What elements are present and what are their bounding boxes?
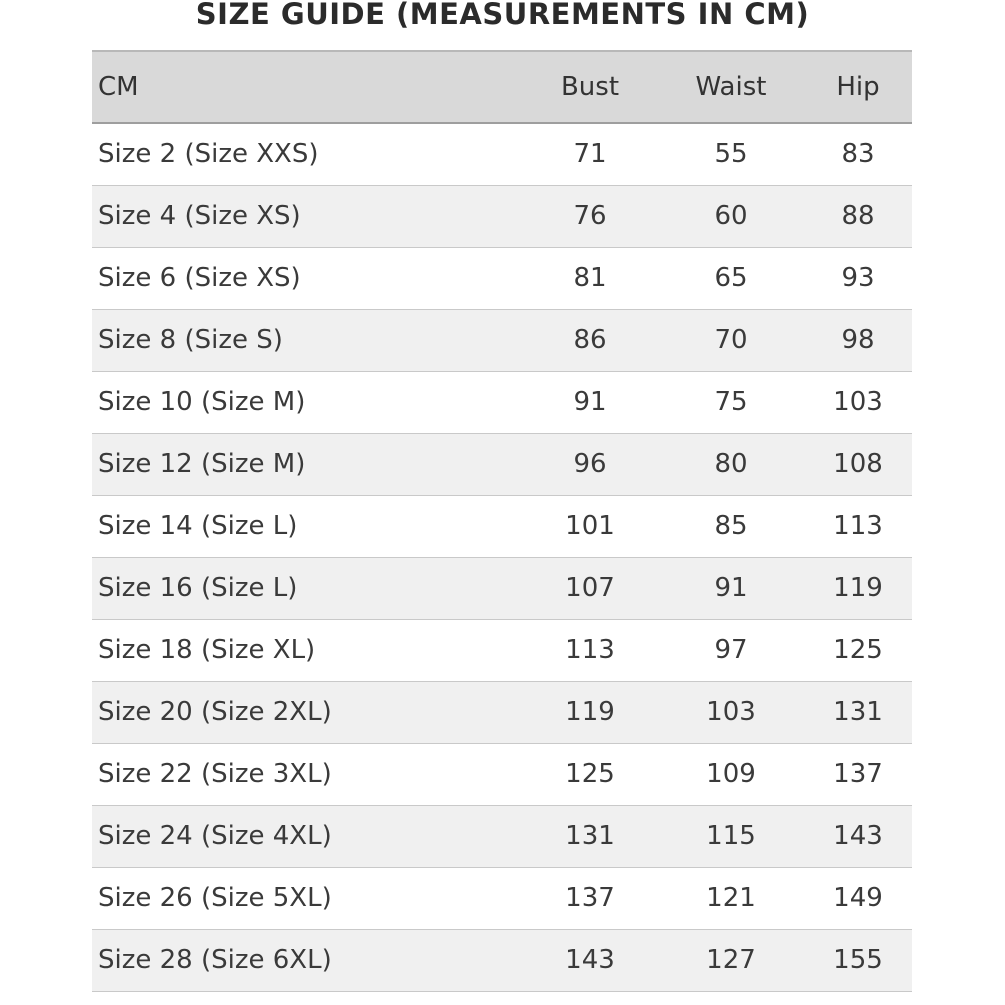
- hip-cell: 88: [841, 201, 875, 231]
- table-row: [92, 619, 912, 681]
- size-cell: Size 14 (Size L): [98, 511, 298, 541]
- size-cell: Size 6 (Size XS): [98, 263, 301, 293]
- table-row: [92, 557, 912, 619]
- size-cell: Size 28 (Size 6XL): [98, 945, 332, 975]
- bust-cell: 76: [573, 201, 607, 231]
- size-cell: Size 22 (Size 3XL): [98, 759, 332, 789]
- header-hip: Hip: [804, 51, 912, 123]
- size-cell: Size 8 (Size S): [98, 325, 283, 355]
- header-waist: Waist: [658, 51, 804, 123]
- bust-cell: 137: [565, 883, 615, 913]
- table-row: [92, 371, 912, 433]
- hip-cell: 143: [833, 821, 883, 851]
- hip-cell: 125: [833, 635, 883, 665]
- hip-cell: 98: [841, 325, 875, 355]
- waist-cell: 85: [714, 511, 748, 541]
- header-cm: CM: [92, 51, 522, 123]
- table-row: [92, 743, 912, 805]
- table-row: [92, 495, 912, 557]
- waist-cell: 127: [706, 945, 756, 975]
- bust-cell: 125: [565, 759, 615, 789]
- size-cell: Size 2 (Size XXS): [98, 139, 319, 170]
- size-cell: Size 4 (Size XS): [98, 201, 301, 231]
- hip-cell: 119: [833, 573, 883, 603]
- bust-cell: 113: [565, 635, 615, 665]
- size-cell: Size 16 (Size L): [98, 573, 298, 603]
- bust-cell: 101: [565, 511, 615, 541]
- waist-cell: 97: [714, 635, 748, 665]
- waist-cell: 55: [714, 139, 748, 170]
- header-bust: Bust: [522, 51, 658, 123]
- table-row: [92, 867, 912, 929]
- page-title: SIZE GUIDE (MEASUREMENTS IN CM): [195, 0, 810, 31]
- table-row: [92, 433, 912, 495]
- hip-cell: 103: [833, 387, 883, 417]
- bust-cell: 86: [573, 325, 607, 355]
- hip-cell: 108: [833, 449, 883, 479]
- bust-cell: 143: [565, 945, 615, 975]
- table-row: [92, 309, 912, 371]
- hip-cell: 149: [833, 883, 883, 913]
- waist-cell: 65: [714, 263, 748, 293]
- size-cell: Size 18 (Size XL): [98, 635, 316, 665]
- size-cell: Size 10 (Size M): [98, 387, 306, 417]
- table-row: [92, 805, 912, 867]
- table-row: [92, 681, 912, 743]
- table-row: [92, 247, 912, 309]
- hip-cell: 137: [833, 759, 883, 789]
- table-header-row: [92, 51, 912, 123]
- hip-cell: 131: [833, 697, 883, 727]
- bust-cell: 81: [573, 263, 607, 293]
- hip-cell: 155: [833, 945, 883, 975]
- table-row: [92, 929, 912, 991]
- waist-cell: 109: [706, 759, 756, 789]
- waist-cell: 103: [706, 697, 756, 727]
- waist-cell: 91: [714, 573, 748, 603]
- waist-cell: 80: [714, 449, 748, 479]
- bust-cell: 96: [573, 449, 607, 479]
- bust-cell: 91: [573, 387, 607, 417]
- size-cell: Size 20 (Size 2XL): [98, 697, 332, 727]
- table-row: [92, 185, 912, 247]
- hip-cell: 83: [841, 139, 875, 170]
- size-cell: Size 26 (Size 5XL): [98, 883, 332, 913]
- size-cell: Size 24 (Size 4XL): [98, 821, 332, 851]
- table-row: [92, 123, 912, 185]
- bust-cell: 131: [565, 821, 615, 851]
- bust-cell: 119: [565, 697, 615, 727]
- size-guide-table: [92, 50, 912, 992]
- waist-cell: 60: [714, 201, 748, 231]
- waist-cell: 121: [706, 883, 756, 913]
- waist-cell: 75: [714, 387, 748, 417]
- waist-cell: 115: [706, 821, 756, 851]
- hip-cell: 113: [833, 511, 883, 541]
- bust-cell: 107: [565, 573, 615, 603]
- hip-cell: 93: [841, 263, 875, 293]
- size-cell: Size 12 (Size M): [98, 449, 306, 479]
- waist-cell: 70: [714, 325, 748, 355]
- bust-cell: 71: [573, 139, 607, 170]
